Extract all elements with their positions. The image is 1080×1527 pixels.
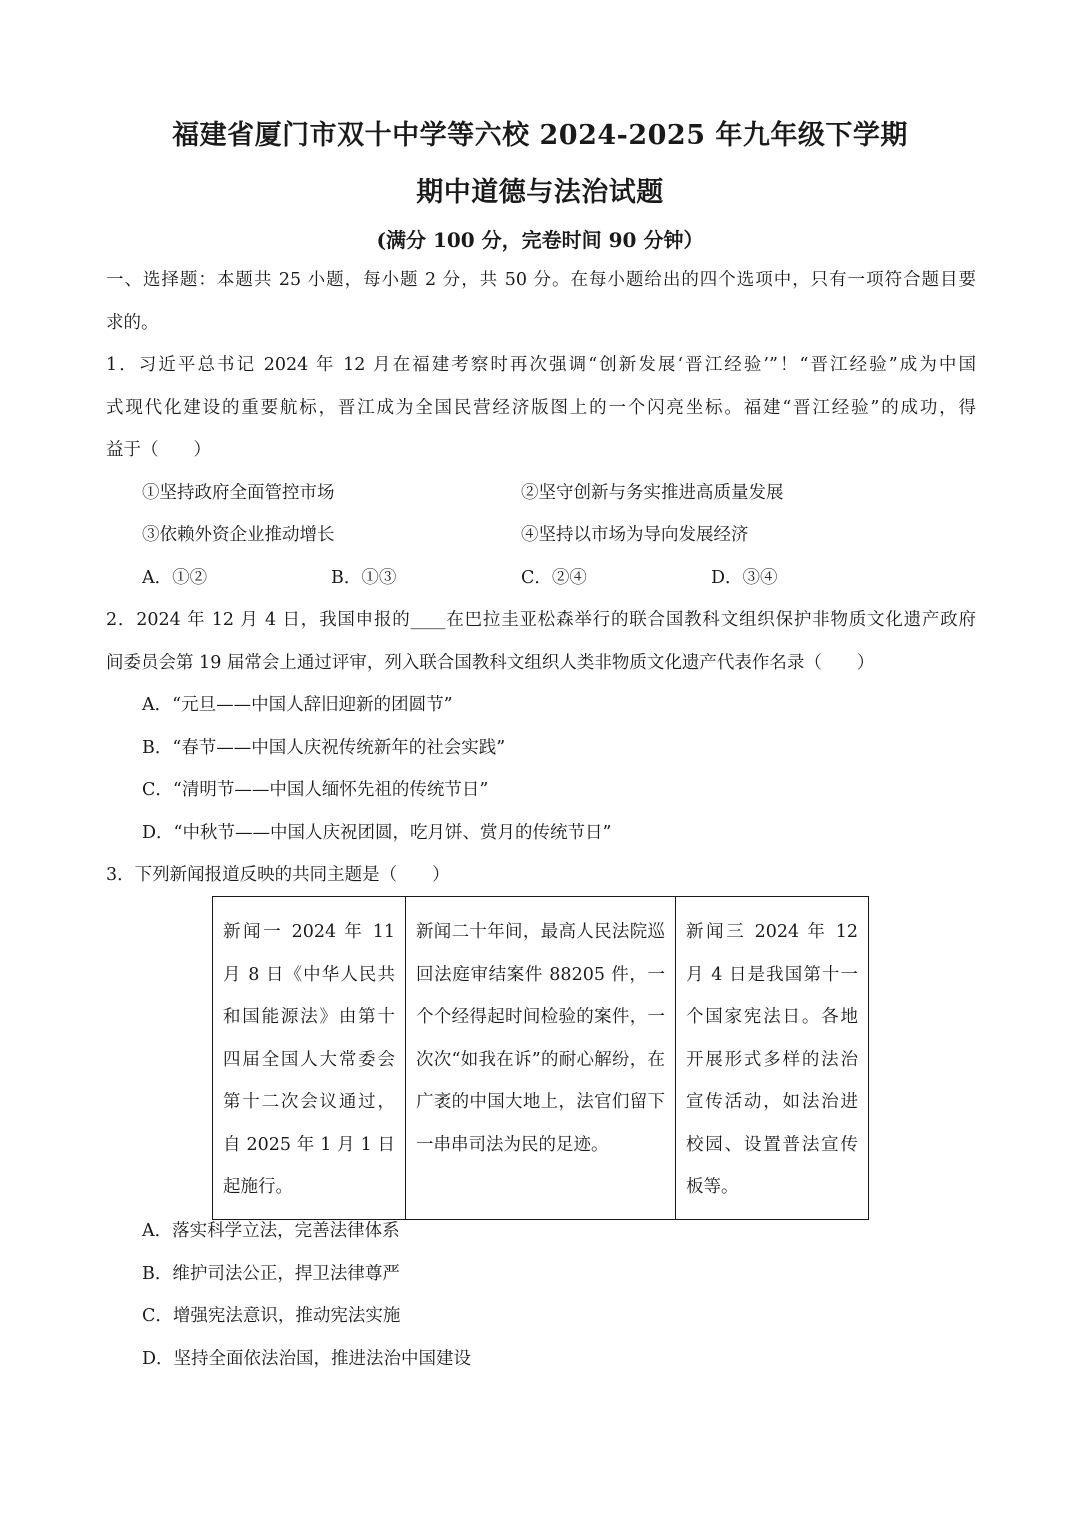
q1-stem-line1: 1．习近平总书记 2024 年 12 月在福建考察时再次强调“创新发展‘晋江经验’”！“晋江经验”成为中国 bbox=[106, 355, 976, 375]
exam-title-line2: 期中道德与法治试题 bbox=[416, 177, 664, 208]
q3-option-c: C．增强宪法意识，推动宪法实施 bbox=[142, 1306, 401, 1326]
exam-title-line1: 福建省厦门市双十中学等六校 2024-2025 年九年级下学期 bbox=[172, 120, 908, 151]
q2-stem-line2: 间委员会第 19 届常会上通过评审，列入联合国教科文组织人类非物质文化遗产代表作名录（ ） bbox=[106, 653, 875, 673]
q1-option-b: B．①③ bbox=[331, 568, 397, 588]
q2-option-b: B．“春节——中国人庆祝传统新年的社会实践” bbox=[142, 738, 506, 758]
q3-option-a: A．落实科学立法，完善法律体系 bbox=[142, 1221, 400, 1241]
q1-option-a: A．①② bbox=[142, 568, 208, 588]
q1-option-d: D．③④ bbox=[711, 568, 778, 588]
q2-option-d: D．“中秋节——中国人庆祝团圆，吃月饼、赏月的传统节日” bbox=[142, 823, 612, 843]
q2-option-a: A．“元旦——中国人辞旧迎新的团圆节” bbox=[142, 695, 453, 715]
exam-subtitle: (满分 100 分，完卷时间 90 分钟） bbox=[376, 228, 704, 252]
q1-statement-2: ②坚守创新与务实推进高质量发展 bbox=[521, 483, 784, 503]
q3-news-2: 新闻二十年间，最高人民法院巡回法庭审结案件 88205 件，一个个经得起时间检验的案件，一次次“如我在诉”的耐心解纷，在广袤的中国大地上，法官们留下一串串司法为民的足迹。 bbox=[406, 897, 676, 1220]
q1-stem-line2: 式现代化建设的重要航标，晋江成为全国民营经济版图上的一个闪亮坐标。福建“晋江经验”的成功，得 bbox=[106, 398, 976, 418]
q3-news-table bbox=[212, 896, 869, 1220]
q1-option-c: C．②④ bbox=[521, 568, 587, 588]
q3-option-b: B．维护司法公正，捍卫法律尊严 bbox=[142, 1264, 400, 1284]
q3-news-1: 新闻一 2024 年 11 月 8 日《中华人民共和国能源法》由第十四届全国人大常委会第十二次会议通过，自 2025 年 1 月 1 日起施行。 bbox=[213, 897, 406, 1220]
section-instruction-line1: 一、选择题：本题共 25 小题，每小题 2 分，共 50 分。在每小题给出的四个选项中，只有一项符合题目要 bbox=[106, 270, 976, 290]
q3-stem: 3．下列新闻报道反映的共同主题是（ ） bbox=[106, 865, 450, 885]
q1-statement-4: ④坚持以市场为导向发展经济 bbox=[521, 525, 749, 545]
q3-news-3: 新闻三 2024 年 12 月 4 日是我国第十一个国家宪法日。各地开展形式多样的法治宣传活动，如法治进校园、设置普法宣传板等。 bbox=[676, 897, 869, 1220]
table-row bbox=[213, 897, 869, 1220]
q3-option-d: D．坚持全面依法治国，推进法治中国建设 bbox=[142, 1349, 472, 1369]
q1-statement-3: ③依赖外资企业推动增长 bbox=[142, 525, 335, 545]
q2-option-c: C．“清明节——中国人缅怀先祖的传统节日” bbox=[142, 780, 489, 800]
section-instruction-line2: 求的。 bbox=[106, 313, 159, 333]
q1-stem-line3: 益于（ ） bbox=[106, 440, 211, 460]
q1-statement-1: ①坚持政府全面管控市场 bbox=[142, 483, 335, 503]
q2-stem-line1: 2．2024 年 12 月 4 日，我国申报的____在巴拉圭亚松森举行的联合国教科文组织保护非物质文化遗产政府 bbox=[106, 610, 976, 630]
